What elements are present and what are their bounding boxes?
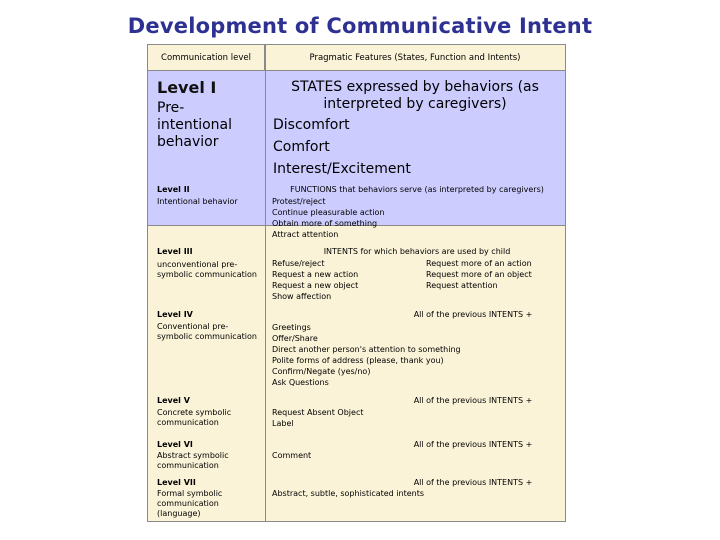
level-7-name: Level VII xyxy=(157,478,196,487)
header-communication-level: Communication level xyxy=(148,45,265,71)
level-2-heading: FUNCTIONS that behaviors serve (as interpreted by caregivers) xyxy=(290,185,544,194)
level-2-name: Level II xyxy=(157,185,190,194)
level-5-name: Level V xyxy=(157,396,190,405)
level-5-desc: Concrete symbolic communication xyxy=(157,408,232,427)
level-7-item: Abstract, subtle, sophisticated intents xyxy=(272,489,425,498)
level-3-item: Request more of an object xyxy=(426,270,532,279)
level-6-item: Comment xyxy=(272,451,312,460)
level-5-heading: All of the previous INTENTS + xyxy=(413,396,533,405)
level-1-desc: Pre-intentional behavior xyxy=(157,100,233,150)
level-7-desc: Formal symbolic communication (language) xyxy=(157,489,223,518)
level-4-item: Greetings xyxy=(272,323,311,332)
level-4-item: Confirm/Negate (yes/no) xyxy=(272,367,371,376)
level-7-heading: All of the previous INTENTS + xyxy=(413,478,533,487)
level-2-item: Attract attention xyxy=(272,230,339,239)
level-1-item: Discomfort xyxy=(273,117,350,133)
level-3-name: Level III xyxy=(157,247,193,256)
level-4-name: Level IV xyxy=(157,310,193,319)
level-6-heading: All of the previous INTENTS + xyxy=(413,440,533,449)
level-3-item: Refuse/reject xyxy=(272,259,325,268)
level-3-item: Show affection xyxy=(272,292,332,301)
level-1-item: Interest/Excitement xyxy=(273,161,411,177)
level-4-item: Ask Questions xyxy=(272,378,329,387)
level-2-item: Continue pleasurable action xyxy=(272,208,385,217)
level-3-item: Request attention xyxy=(426,281,498,290)
level-2-desc: Intentional behavior xyxy=(157,197,238,206)
level-5-item: Label xyxy=(272,419,294,428)
level-3-item: Request more of an action xyxy=(426,259,532,268)
header-pragmatic-features: Pragmatic Features (States, Function and Intents) xyxy=(265,45,565,71)
level-4-item: Offer/Share xyxy=(272,334,318,343)
level-6-name: Level VI xyxy=(157,440,193,449)
level-1-heading: STATES expressed by behaviors (as interpreted by caregivers) xyxy=(291,79,539,112)
level-6-desc: Abstract symbolic communication xyxy=(157,451,229,470)
level-3-item: Request a new object xyxy=(272,281,359,290)
level-4-heading: All of the previous INTENTS + xyxy=(413,310,533,319)
level-3-item: Request a new action xyxy=(272,270,359,279)
level-3-heading: INTENTS for which behaviors are used by child xyxy=(323,247,511,256)
level-4-item: Direct another person's attention to something xyxy=(272,345,461,354)
level-1-name: Level I xyxy=(157,78,217,97)
level-4-item: Polite forms of address (please, thank you) xyxy=(272,356,444,365)
level-4-desc: Conventional pre-symbolic communication xyxy=(157,322,257,341)
level-5-item: Request Absent Object xyxy=(272,408,364,417)
level-2-item: Obtain more of something xyxy=(272,219,378,228)
level-2-item: Protest/reject xyxy=(272,197,326,206)
page-title: Development of Communicative Intent xyxy=(127,14,593,38)
level-1-item: Comfort xyxy=(273,139,330,155)
level-3-desc: unconventional pre-symbolic communication xyxy=(157,260,257,279)
communication-table xyxy=(147,44,566,522)
column-divider xyxy=(265,45,266,521)
